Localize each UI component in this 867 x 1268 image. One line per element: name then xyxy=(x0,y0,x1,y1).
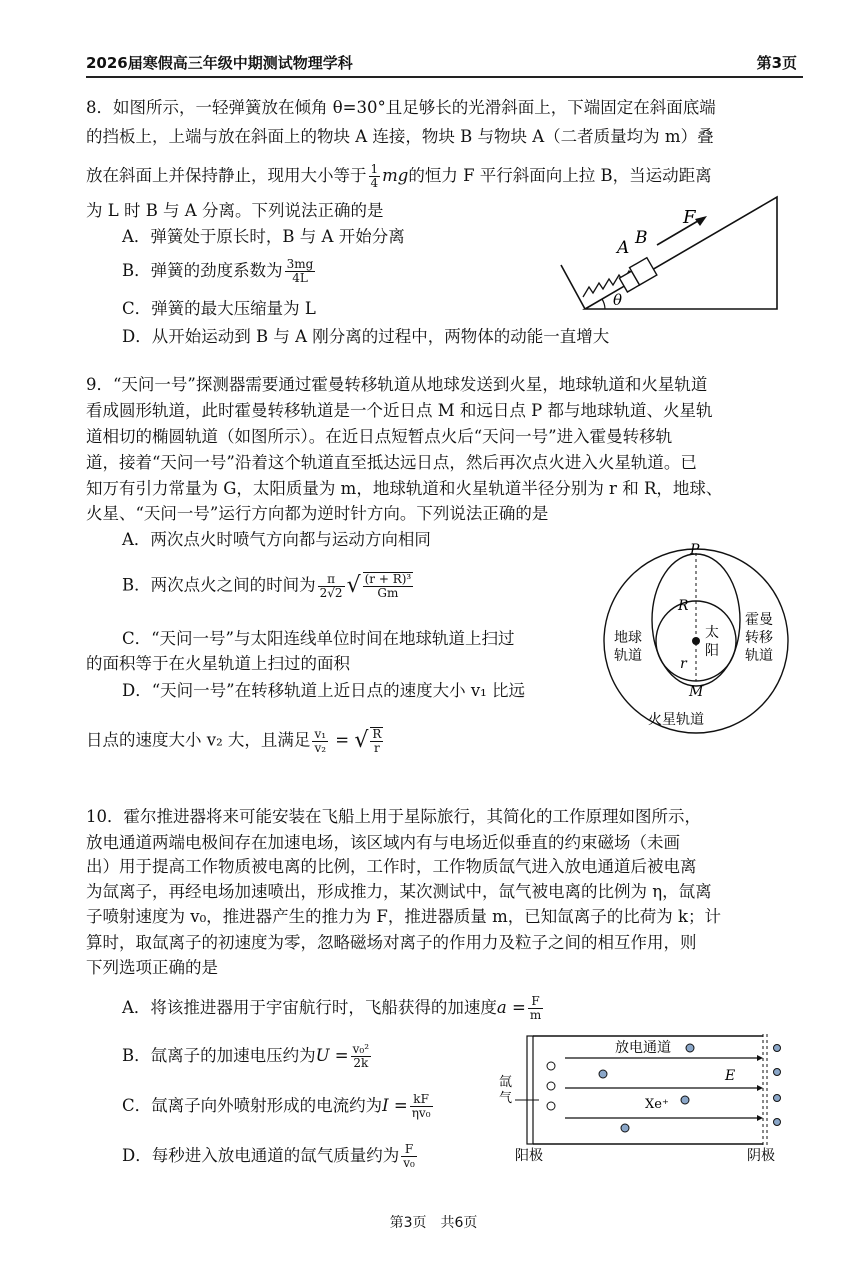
frac-den: ηv₀ xyxy=(411,1106,431,1120)
q10-line-6: 算时，取氙离子的初速度为零，忽略磁场对离子的作用力及粒子之间的相互作用，则 xyxy=(86,933,697,952)
label-sun-2: 阳 xyxy=(705,643,719,659)
sqrt-sign: √ xyxy=(354,728,369,753)
q8-line-4: 为 L 时 B 与 A 分离。下列说法正确的是 xyxy=(86,201,384,220)
frac-num: v₁ xyxy=(314,726,327,741)
q10-line-3: 出）用于提高工作物质被电离的比例，工作时，工作物质氙气进入放电通道后被电离 xyxy=(86,857,697,876)
q10-line-7: 下列选项正确的是 xyxy=(86,958,218,977)
orbit-figure xyxy=(598,540,798,740)
frac-num: 1 xyxy=(370,162,379,176)
q10-option-b xyxy=(122,1043,373,1070)
q9-option-b-coef xyxy=(318,573,345,600)
q10-option-d-fraction xyxy=(401,1143,417,1170)
q10-option-b-lhs: U = xyxy=(315,1046,349,1065)
label-gas-1: 氙 xyxy=(499,1075,513,1090)
frac-den: r xyxy=(374,741,380,755)
q10-option-c-lhs: I = xyxy=(382,1096,408,1115)
frac-den: 4 xyxy=(370,176,379,190)
q9-option-c-line-1: C．“天问一号”与太阳连线单位时间在地球轨道上扫过 xyxy=(122,629,515,648)
q10-option-b-fraction xyxy=(351,1043,371,1070)
ion xyxy=(599,1070,607,1078)
q9-option-d-line-1: D．“天问一号”在转移轨道上近日点的速度大小 v₁ 比远 xyxy=(122,681,526,700)
label-a: A xyxy=(617,238,630,258)
label-earth-orbit-1: 地球 xyxy=(614,630,642,646)
ion xyxy=(686,1044,694,1052)
frac-den: 4L xyxy=(292,271,308,285)
frac-num: F xyxy=(528,995,543,1009)
xenon-atom xyxy=(547,1102,555,1110)
baffle-plate xyxy=(561,265,585,309)
field-arrow-1 xyxy=(757,1055,763,1061)
ion xyxy=(774,1119,781,1126)
frac-den: 2√2 xyxy=(319,585,343,600)
q8-line-2: 的挡板上，上端与放在斜面上的物块 A 连接，物块 B 与物块 A（二者质量均为 m）叠 xyxy=(86,127,714,146)
q8-line-3-tail: 的恒力 F 平行斜面向上拉 B，当运动距离 xyxy=(408,166,712,185)
label-theta: θ xyxy=(613,291,623,309)
q8-force-fraction xyxy=(369,163,381,190)
field-arrow-3 xyxy=(757,1115,763,1121)
q10-option-d-text: D．每秒进入放电通道的氙气质量约为 xyxy=(122,1146,400,1165)
label-big-r: R xyxy=(678,598,689,614)
q9-line-2: 看成圆形轨道，此时霍曼转移轨道是一个近日点 M 和远日点 P 都与地球轨道、火星轨 xyxy=(86,401,713,420)
xenon-atom xyxy=(547,1082,555,1090)
q8-option-b-text: B．弹簧的劲度系数为 xyxy=(122,261,283,280)
header-page-number: 第3页 xyxy=(756,54,797,72)
label-sun-1: 太 xyxy=(705,625,719,641)
q9-option-b-text: B．两次点火之间的时间为 xyxy=(122,575,316,595)
label-mars-orbit: 火星轨道 xyxy=(648,712,704,728)
page-footer: 第3页 共6页 xyxy=(389,1215,478,1231)
force-arrow-head xyxy=(695,216,707,226)
frac-num: R xyxy=(372,727,382,741)
q8-option-b xyxy=(122,258,317,285)
q8-option-d: D．从开始运动到 B 与 A 刚分离的过程中，两物体的动能一直增大 xyxy=(122,327,610,346)
q8-mg: mg xyxy=(382,166,409,185)
frac-den: v₂ xyxy=(314,740,327,755)
ion xyxy=(774,1069,781,1076)
q9-line-3: 道相切的椭圆轨道（如图所示）。在近日点短暂点火后“天问一号”进入霍曼转移轨 xyxy=(86,427,673,446)
label-hohmann-3: 轨道 xyxy=(745,648,773,664)
incline-figure xyxy=(555,193,785,315)
ion xyxy=(681,1096,689,1104)
q8-option-a: A．弹簧处于原长时，B 与 A 开始分离 xyxy=(122,227,405,246)
label-xe: Xe⁺ xyxy=(645,1097,669,1112)
label-cathode: 阴极 xyxy=(747,1148,775,1164)
q10-option-a-fraction xyxy=(528,995,543,1022)
q10-option-c-fraction xyxy=(410,1093,433,1120)
frac-den: Gm xyxy=(377,586,399,600)
frac-num: v₀² xyxy=(352,1042,370,1056)
q9-option-d-line-2: 日点的速度大小 v₂ 大，且满足 $\frac{\text{v₁}}{\text{v₂}}$ = √ $\frac{R}{r}$ xyxy=(86,726,382,755)
q9-line-4: 道，接着“天问一号”沿着这个轨道直至抵达远日点，然后再次点火进入火星轨道。已 xyxy=(86,453,697,472)
q8-line-3-text: 放在斜面上并保持静止，现用大小等于 xyxy=(86,166,367,185)
label-e: E xyxy=(725,1068,736,1084)
q10-line-1: 10．霍尔推进器将来可能安装在飞船上用于星际旅行，其简化的工作原理如图所示， xyxy=(86,807,701,826)
frac-num: π xyxy=(318,573,345,587)
frac-den: v₀ xyxy=(403,1156,415,1170)
label-m: M xyxy=(689,684,704,700)
xenon-atom xyxy=(547,1062,555,1070)
frac-num: kF xyxy=(410,1093,433,1107)
q9-line-5: 知万有引力常量为 G，太阳质量为 m，地球轨道和火星轨道半径分别为 r 和 R，地球、 xyxy=(86,479,723,498)
ion xyxy=(774,1095,781,1102)
label-channel: 放电通道 xyxy=(615,1040,671,1056)
q8-option-c: C．弹簧的最大压缩量为 L xyxy=(122,299,316,318)
label-p: P xyxy=(690,542,700,558)
q9-option-b xyxy=(122,572,415,600)
q10-option-c xyxy=(122,1093,435,1120)
q9-option-b-radicand xyxy=(363,572,414,600)
q9-line-1: 9．“天问一号”探测器需要通过霍曼转移轨道从地球发送到火星，地球轨道和火星轨道 xyxy=(86,375,708,394)
frac-den: m xyxy=(529,1008,542,1022)
label-earth-orbit-2: 轨道 xyxy=(614,648,642,664)
ion xyxy=(621,1124,629,1132)
frac-num: (r + R)³ xyxy=(364,572,412,586)
sqrt-sign: √ xyxy=(346,573,361,598)
q8-line-3 xyxy=(86,163,712,190)
q10-line-2: 放电通道两端电极间存在加速电场，该区域内有与电场近似垂直的约束磁场（未画 xyxy=(86,833,680,852)
q9-line-6: 火星、“天问一号”运行方向都为逆时针方向。下列说法正确的是 xyxy=(86,504,549,523)
label-gas-2: 气 xyxy=(499,1091,513,1106)
label-hohmann-2: 转移 xyxy=(745,630,773,646)
anode-plate xyxy=(527,1036,533,1144)
ion xyxy=(774,1045,781,1052)
angle-arc xyxy=(602,299,605,309)
q9-option-d-radicand xyxy=(370,727,383,755)
q10-option-a-text: A．将该推进器用于宇宙航行时，飞船获得的加速度 xyxy=(122,998,497,1017)
frac-num: F xyxy=(401,1143,417,1157)
q8-option-b-fraction xyxy=(285,258,316,285)
q9-option-d-text: 日点的速度大小 v₂ 大，且满足 xyxy=(86,730,311,750)
thruster-figure xyxy=(495,1030,795,1166)
frac-den: 2k xyxy=(353,1056,369,1070)
label-b: B xyxy=(635,228,648,248)
q9-option-c-line-2: 的面积等于在火星轨道上扫过的面积 xyxy=(86,654,350,673)
page-header xyxy=(86,50,803,78)
q10-option-d xyxy=(122,1143,419,1170)
force-arrow xyxy=(657,218,703,245)
q10-option-b-text: B．氙离子的加速电压约为 xyxy=(122,1046,316,1065)
label-anode: 阳极 xyxy=(515,1148,543,1164)
label-f: F xyxy=(683,207,696,228)
sun-dot xyxy=(692,637,700,645)
q10-line-5: 子喷射速度为 v₀，推进器产生的推力为 F，推进器质量 m，已知氙离子的比荷为 k；计 xyxy=(86,907,722,926)
label-small-r: r xyxy=(680,656,687,672)
frac-num: 3mg xyxy=(286,257,314,271)
q10-option-a xyxy=(122,995,545,1022)
q9-option-a: A．两次点火时喷气方向都与运动方向相同 xyxy=(122,530,431,549)
q10-option-c-text: C．氙离子向外喷射形成的电流约为 xyxy=(122,1096,383,1115)
q10-option-a-lhs: a = xyxy=(496,998,526,1017)
q10-line-4: 为氙离子，再经电场加速喷出，形成推力，某次测试中，氙气被电离的比例为 η，氙离 xyxy=(86,882,712,901)
field-arrow-2 xyxy=(757,1085,763,1091)
q9-option-d-lhs xyxy=(312,728,328,755)
label-hohmann-1: 霍曼 xyxy=(745,612,773,628)
q8-line-1: 8．如图所示，一轻弹簧放在倾角 θ=30°且足够长的光滑斜面上，下端固定在斜面底端 xyxy=(86,98,716,117)
exam-title: 2026届寒假高三年级中期测试物理学科 xyxy=(86,54,353,72)
